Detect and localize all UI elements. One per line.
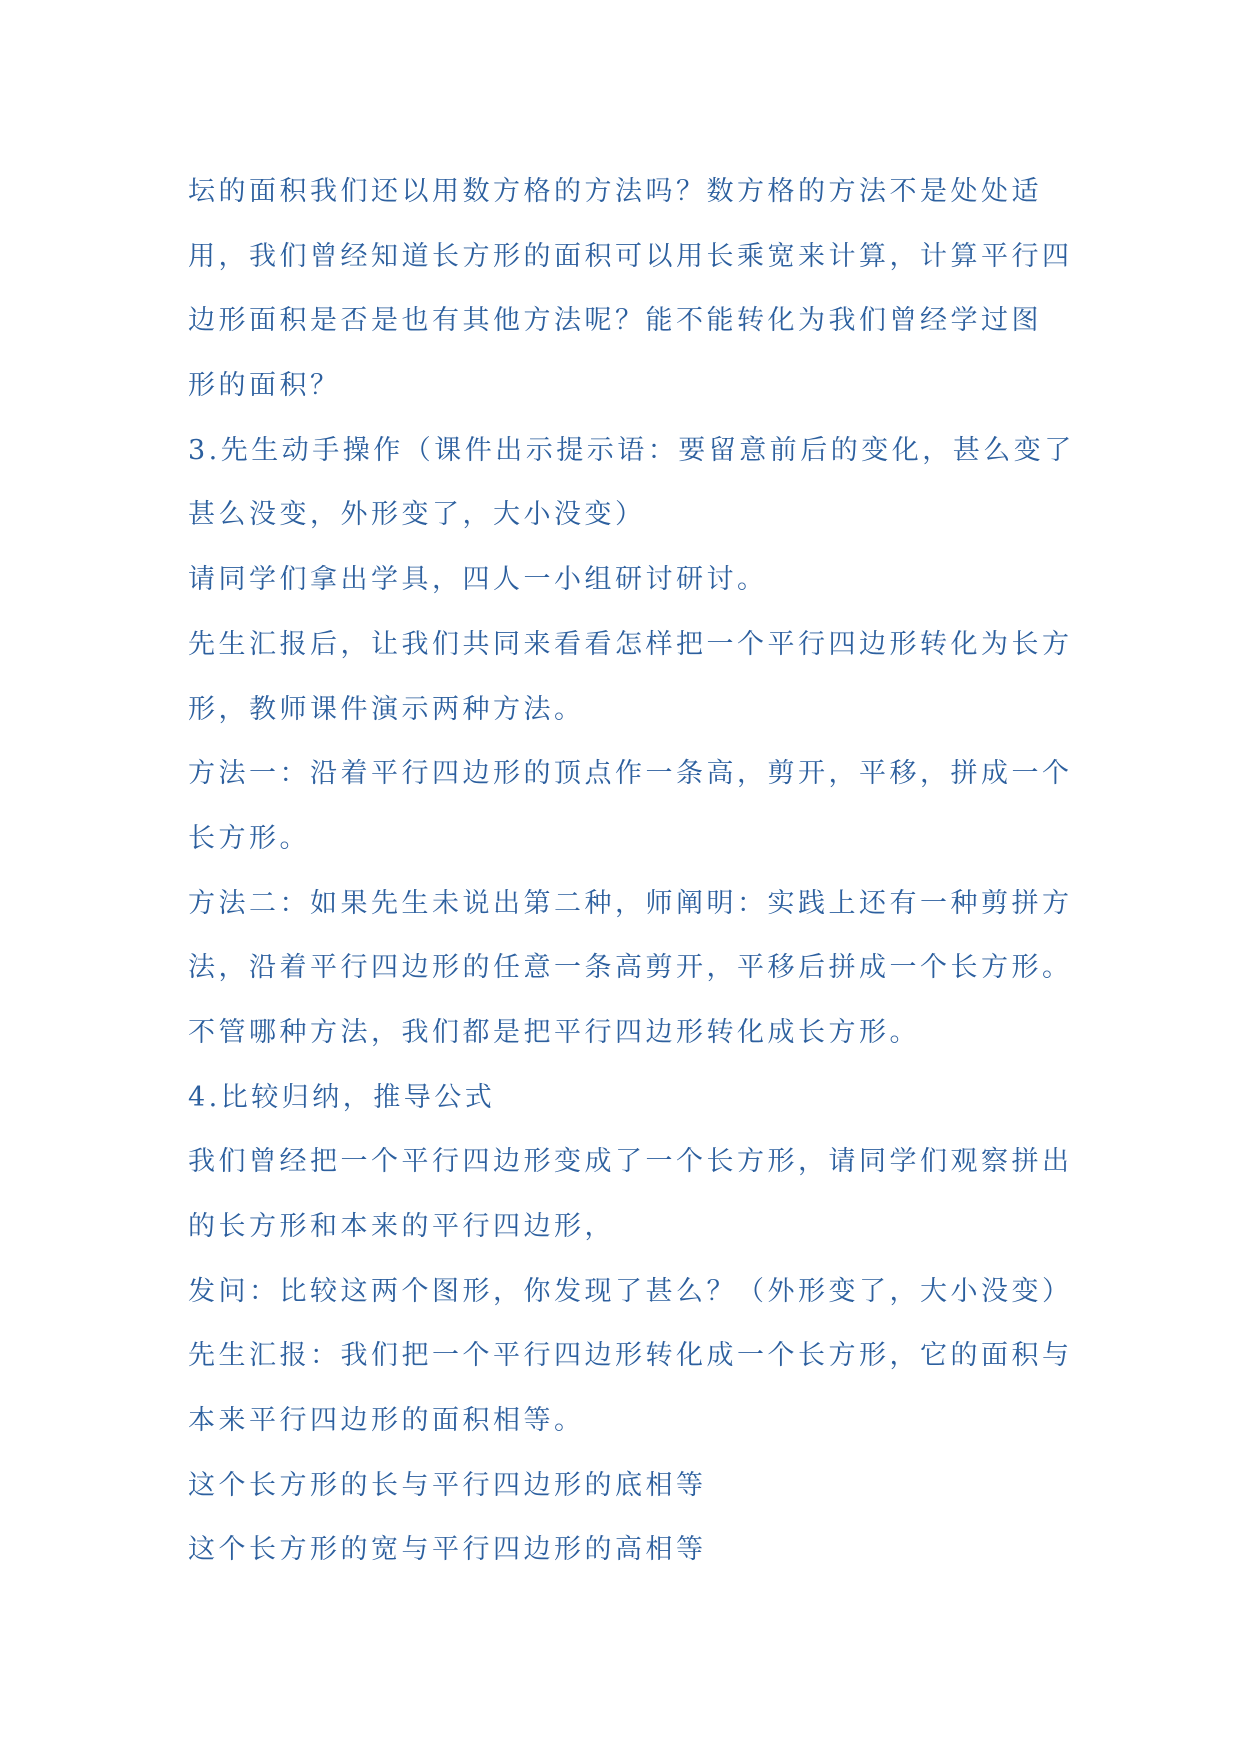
document-body <box>188 160 1088 1583</box>
conclusion-line: 这个长方形的长与平行四边形的底相等 <box>188 1469 707 1501</box>
text-line: 的长方形和本来的平行四边形， <box>188 1211 615 1242</box>
text-line: 长方形。 <box>188 822 310 854</box>
text-line: 甚么没变，外形变了，大小没变） <box>188 499 646 531</box>
text-line: 坛的面积我们还以用数方格的方法吗？数方格的方法不是处处适 <box>188 176 1042 207</box>
text-line: 请同学们拿出学具，四人一小组研讨研讨。 <box>188 564 768 596</box>
text-line: 用，我们曾经知道长方形的面积可以用长乘宽来计算，计算平行四 <box>188 240 1073 272</box>
text-line: 边形面积是否是也有其他方法呢？能不能转化为我们曾经学过图 <box>188 305 1042 337</box>
text-line: 形的面积？ <box>188 370 341 402</box>
method-two-line: 方法二：如果先生未说出第二种，师阐明：实践上还有一种剪拼方 <box>188 887 1073 919</box>
section-heading-3: 3.先生动手操作（课件出示提示语：要留意前后的变化，甚么变了 <box>188 434 1075 466</box>
section-heading-4: 4.比较归纳，推导公式 <box>188 1081 496 1113</box>
text-line: 本来平行四边形的面积相等。 <box>188 1405 585 1437</box>
conclusion-line: 这个长方形的宽与平行四边形的高相等 <box>188 1534 707 1566</box>
text-line: 不管哪种方法，我们都是把平行四边形转化成长方形。 <box>188 1016 920 1048</box>
question-line: 发问：比较这两个图形，你发现了甚么？（外形变了，大小没变） <box>188 1275 1073 1307</box>
text-line: 先生汇报后，让我们共同来看看怎样把一个平行四边形转化为长方 <box>188 628 1073 660</box>
text-line: 形，教师课件演示两种方法。 <box>188 693 585 725</box>
text-line: 先生汇报：我们把一个平行四边形转化成一个长方形，它的面积与 <box>188 1340 1073 1372</box>
text-line: 我们曾经把一个平行四边形变成了一个长方形，请同学们观察拼出 <box>188 1146 1073 1178</box>
method-one-line: 方法一：沿着平行四边形的顶点作一条高，剪开，平移，拼成一个 <box>188 758 1073 790</box>
text-line: 法，沿着平行四边形的任意一条高剪开，平移后拼成一个长方形。 <box>188 952 1073 984</box>
